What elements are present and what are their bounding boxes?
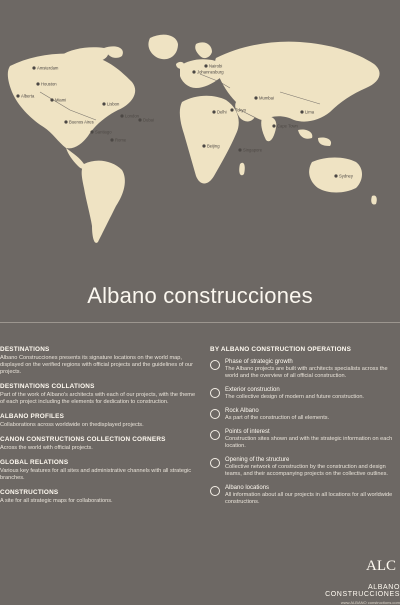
section-body: Collaborations across worldwide on thedisplayed projects. [0, 422, 144, 428]
logo-mark: ALC [366, 558, 396, 574]
brand-tagline: www.ALBANO constructions.com [340, 600, 400, 605]
pin-icon [210, 360, 220, 370]
left-section [0, 346, 196, 376]
map-pin-icon [204, 64, 207, 67]
section-heading: DESTINATIONS COLLATIONS [0, 383, 95, 390]
list-item [210, 408, 400, 422]
map-label: Beijing [207, 143, 220, 149]
world-map [0, 0, 400, 270]
left-column [0, 346, 196, 512]
section-heading: GLOBAL RELATIONS [0, 459, 69, 466]
map-label: Lima [305, 109, 315, 115]
item-heading: Exterior construction [225, 387, 280, 393]
map-pin-icon [138, 118, 141, 121]
pin-icon [210, 388, 220, 398]
pin-icon [210, 430, 220, 440]
map-label: Santiago [95, 129, 112, 135]
item-body: All information about all our projects in all locations for all worldwide constructions. [225, 492, 393, 505]
section-body: A site for all strategic maps for collaborations. [0, 498, 113, 504]
pin-icon [210, 486, 220, 496]
section-body: Part of the work of Albano's architects with each of our projects, with the theme of each project including the elements for dedication to construction. [0, 392, 196, 405]
left-section [0, 436, 196, 452]
brand-name: ALBANO CONSTRUCCIONES [325, 584, 400, 598]
list-item [210, 387, 400, 401]
left-section [0, 459, 196, 482]
item-heading: Opening of the structure [225, 457, 290, 463]
map-label: Sydney [339, 173, 353, 179]
map-pin-icon [90, 130, 93, 133]
list-item [210, 359, 400, 380]
map-pin-icon [36, 82, 39, 85]
item-body: The Albano projects are built with architects specialists across the world and the overview of all official construction. [225, 366, 388, 379]
map-pin-icon [192, 70, 195, 73]
item-body: Collective network of construction by the construction and design teams, and their accompanying projects on the collective outlines. [225, 464, 388, 477]
brand-logo [312, 558, 400, 605]
map-pin-icon [102, 102, 105, 105]
map-pin-icon [300, 110, 303, 113]
pin-icon [210, 409, 220, 419]
right-column [210, 346, 400, 513]
map-pin-icon [230, 108, 233, 111]
item-body: Construction sites shown and with the strategic information on each location. [225, 436, 393, 449]
map-pin-icon [110, 138, 113, 141]
map-pin-icon [202, 144, 205, 147]
map-pin-icon [16, 94, 19, 97]
map-pin-icon [32, 66, 35, 69]
map-pin-icon [50, 98, 53, 101]
map-label: Johannesburg [197, 69, 224, 75]
map-pin-icon [212, 110, 215, 113]
map-label: Tokyo [235, 107, 246, 113]
map-label: Alberta [21, 93, 35, 99]
page-title: Albano construcciones [87, 283, 313, 308]
list-item [210, 485, 400, 506]
item-body: As part of the construction of all elements. [225, 415, 330, 421]
map-label: Cape Town [277, 123, 298, 129]
section-heading: DESTINATIONS [0, 346, 50, 353]
map-label: Lisbon [107, 101, 120, 107]
left-section [0, 489, 196, 505]
item-heading: Phase of strategic growth [225, 359, 293, 365]
list-item [210, 429, 400, 450]
map-label: Dubai [143, 117, 154, 123]
map-label: Singapore [243, 147, 263, 153]
section-body: Various key features for all sites and administrative channels with all strategic branches. [0, 468, 192, 481]
item-heading: Rock Albano [225, 408, 259, 414]
section-heading: CANON CONSTRUCTIONS COLLECTION CORNERS [0, 436, 166, 443]
item-heading: Points of interest [225, 429, 270, 435]
map-label: Nairobi [209, 63, 223, 69]
map-label: Amsterdam [37, 65, 59, 71]
item-body: The collective design of modern and future construction. [225, 394, 364, 400]
divider [0, 322, 400, 323]
pin-icon [210, 458, 220, 468]
map-label: Delhi [217, 109, 227, 115]
map-pin-icon [334, 174, 337, 177]
left-section [0, 413, 196, 429]
map-label: Mumbai [259, 95, 274, 101]
section-body: Across the world with official projects. [0, 445, 93, 451]
map-pin-icon [64, 120, 67, 123]
section-heading: ALBANO PROFILES [0, 413, 65, 420]
map-pin-icon [254, 96, 257, 99]
map-pin-icon [238, 148, 241, 151]
map-label: London [125, 113, 139, 119]
section-body: Albano Construcciones presents its signature locations on the world map, displayed on the verified regions with official projects and the guidelines of our projects. [0, 355, 193, 375]
map-label: Miami [55, 97, 67, 103]
section-heading: CONSTRUCTIONS [0, 489, 59, 496]
map-label: Rome [115, 137, 127, 143]
map-pin-icon [120, 114, 123, 117]
section-heading: BY ALBANO CONSTRUCTION OPERATIONS [210, 346, 352, 353]
map-label: Buenos Aires [69, 119, 94, 125]
map-pin-icon [272, 124, 275, 127]
map-label: Houston [41, 81, 57, 87]
list-item [210, 457, 400, 478]
item-heading: Albano locations [225, 485, 270, 491]
left-section [0, 383, 196, 406]
